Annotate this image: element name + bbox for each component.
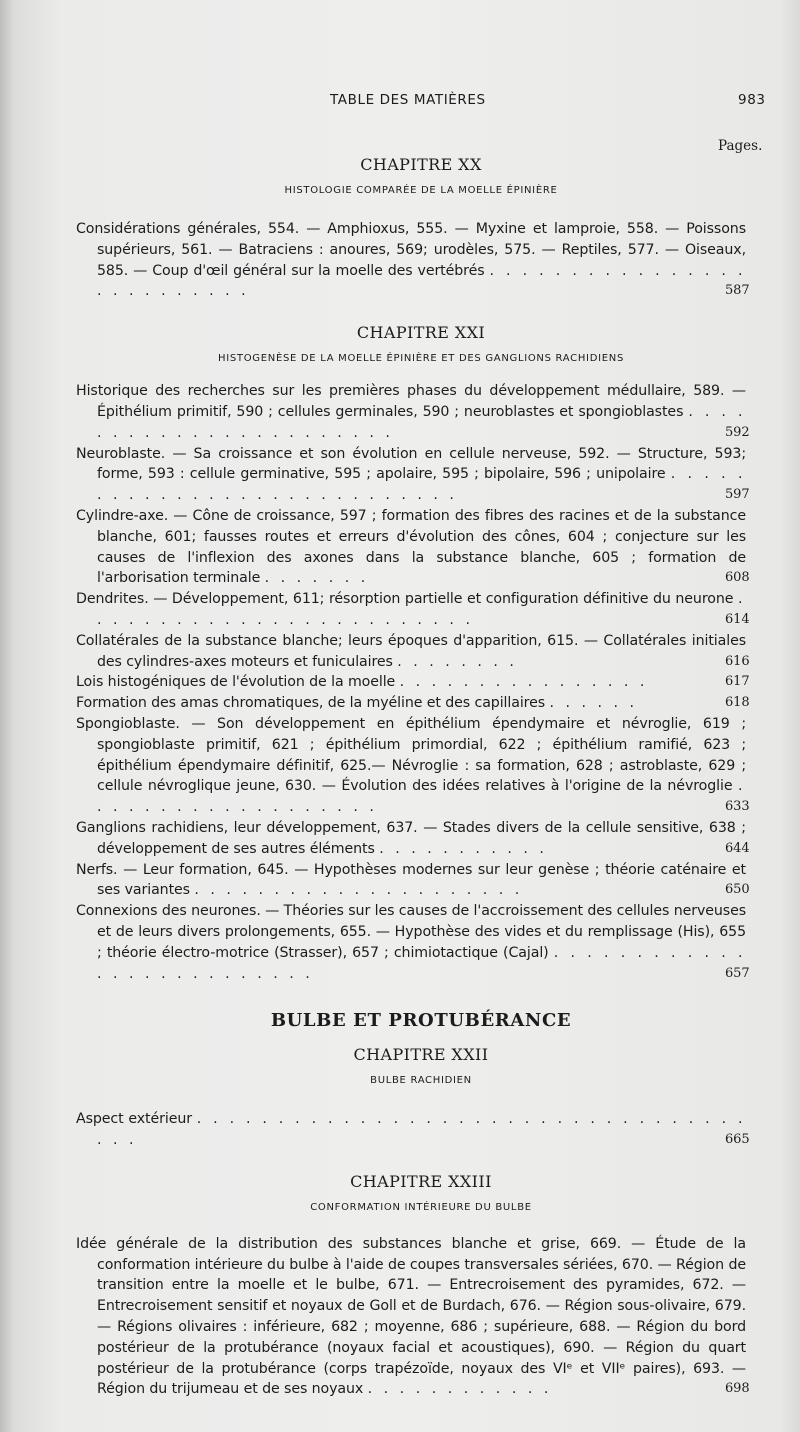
chapter-heading: CHAPITRE XX [360,155,482,174]
entry-page-number: 665 [725,1132,750,1148]
entry-page-number: 597 [725,487,750,503]
entry-page-number: 592 [725,424,750,440]
toc-entry [76,381,750,443]
entry-text: Considérations générales, 554. — Amphioxus, 555. — Myxine et lamproie, 558. — Poissons supérieurs, 561. — Batraciens : anoures, 569; urodèles, 575. — Reptiles, 577. — Oiseaux, 585. — Coup d'œil général sur la moelle des vertébrés [76,221,746,279]
toc-entry [76,860,750,902]
toc-entry [76,672,750,693]
chapter-20 [76,154,766,199]
chapter-heading: CHAPITRE XXI [356,323,486,343]
leader-dots: . . . . . . . [264,570,369,587]
leader-dots: . . . . . . . . . . . . . . . . . . . . . . . . . [97,591,746,628]
leader-dots: . . . . . . . . . . . . [367,1381,552,1398]
toc-entry [76,506,750,589]
chapter-heading: CHAPITRE XXIII [350,1171,492,1191]
entry-page-number: 617 [725,674,750,690]
toc-entry [76,818,750,860]
entry-text: Aspect extérieur [76,1111,192,1128]
chapter-heading: CHAPITRE XXII [353,1045,489,1065]
entry-text: Dendrites. — Développement, 611; résorption partielle et configuration définitive du neurone [76,591,734,608]
entry-text: Neuroblaste. — Sa croissance et son évolution en cellule nerveuse, 592. — Structure, 593; forme, 593 : cellule germinative, 595 ; apolaire, 595 ; bipolaire, 596 ; unipolaire [76,445,746,483]
entry-page-number: 633 [725,799,750,815]
toc-entry [76,589,750,631]
entry-page-number: 657 [725,965,750,981]
entry-page-number: 614 [725,611,750,627]
chapter-subtitle: CONFORMATION INTÉRIEURE DU BULBE [310,1201,532,1213]
chapter-subtitle: BULBE RACHIDIEN [370,1075,472,1087]
leader-dots: . . . . . . . . . . . . . . . . . . . [97,778,746,816]
chapter-21 [76,322,766,367]
leader-dots: . . . . . . . . . . . . . . . . . . . . . . . . . . . . [97,466,746,504]
toc-entry [76,1109,750,1151]
page-number: 983 [738,92,766,108]
pages-column-label: Pages. [718,138,763,154]
entry-page-number: 608 [725,570,750,586]
leader-dots: . . . . . . . . . . . . . . . . [399,674,648,691]
leader-dots: . . . . . . [549,695,638,712]
entry-text: Nerfs. — Leur formation, 645. — Hypothèses modernes sur leur genèse ; théorie caténaire et ses variantes [76,861,746,899]
chapter-23 [76,1171,766,1216]
entry-text: Formation des amas chromatiques, de la myéline et des capillaires [76,695,546,712]
entry-page-number: 587 [725,283,750,299]
entry-text: Collatérales de la substance blanche; leurs époques d'apparition, 615. — Collatérales initiales des cylindres-axes moteurs et funiculaires [76,632,746,670]
entry-text: Idée générale de la distribution des substances blanche et grise, 669. — Étude de la conformation intérieure du bulbe à l'aide de coupes transversales sériées, 670. — Région de transition entre la moelle et le bulbe, 671. — Entrecroisement des pyramides, 672. — Entrecroisement sensitif et noyaux de Goll et de Burdach, 676. — Région sous-olivaire, 679. — Régions olivaires : inférieure, 682 ; moyenne, 686 ; supérieure, 688. — Région du bord postérieur de la protubérance (noyaux facial et acoustiques), 690. — Région du quart postérieur de la protubérance (corps trapézoïde, noyaux des VIᵉ et VIIᵉ paires), 693. — Région du trijumeau et de ses noyaux [76,1235,746,1398]
part-title: BULBE ET PROTUBÉRANCE [270,1010,572,1032]
toc-entry [76,631,750,673]
leader-dots: . . . . . . . . . . . . . . . . . . . . . . . [97,403,746,441]
entry-page-number: 650 [725,882,750,898]
running-header [0,92,800,114]
entry-page-number: 618 [725,695,750,711]
leader-dots: . . . . . . . . . . . . . . . . . . . . . . . . . . . . . . . . . . . . . [97,1111,746,1149]
leader-dots: . . . . . . . . . . . . . . . . . . . . . [194,882,523,899]
entry-page-number: 616 [725,653,750,669]
toc-entry [76,1234,750,1400]
chapter-subtitle: HISTOLOGIE COMPARÉE DE LA MOELLE ÉPINIÈRE [284,185,558,196]
table-of-contents [76,148,766,1400]
leader-dots: . . . . . . . . . . . [379,840,548,857]
entry-text: Historique des recherches sur les premières phases du développement médullaire, 589. — Épithélium primitif, 590 ; cellules germinales, 590 ; neuroblastes et spongioblastes [76,383,746,420]
chapter-subtitle: HISTOGENÈSE DE LA MOELLE ÉPINIÈRE ET DES GANGLIONS RACHIDIENS [218,353,624,365]
entry-text: Lois histogéniques de l'évolution de la moelle [76,674,396,691]
entry-text: Ganglions rachidiens, leur développement, 637. — Stades divers de la cellule sensitive, 638 ; développement de ses autres éléments [76,819,746,857]
entry-page-number: 644 [725,840,750,856]
toc-entry [76,693,750,714]
toc-entry [76,901,750,984]
entry-text: Connexions des neurones. — Théories sur les causes de l'accroissement des cellules nerveuses et de leurs divers prolongements, 655. — Hypothèse des vides et du remplissage (His), 655 ; théorie électro-motrice (Strasser), 657 ; chimiotactique (Cajal) [76,903,746,961]
entry-text: Cylindre-axe. — Cône de croissance, 597 ; formation des fibres des racines et de la substance blanche, 601; fausses routes et erreurs d'évolution des cônes, 604 ; conjecture sur les causes de l'inflexion des axones dans la substance blanche, 605 ; formation de l'arborisation terminale [76,507,746,587]
leader-dots: . . . . . . . . . . . . . . . . . . . . . . . . . . [97,262,746,300]
toc-entry [76,219,750,302]
leader-dots: . . . . . . . . [397,653,518,670]
entry-text: Spongioblaste. — Son développement en épithélium épendymaire et névroglie, 619 ; spongioblaste primitif, 621 ; épithélium primordial, 622 ; épithélium ramifié, 623 ; épithélium épendymaire définitif, 625.— Névroglie : sa formation, 628 ; astroblaste, 629 ; cellule névroglique jeune, 630. — Évolution des idées relatives à l'origine de la névroglie [76,715,746,795]
toc-entry [76,714,750,818]
toc-entry [76,444,750,506]
chapter-22 [76,1044,766,1089]
entry-page-number: 698 [725,1381,750,1397]
running-title: TABLE DES MATIÈRES [330,92,486,108]
leader-dots: . . . . . . . . . . . . . . . . . . . . . . . . . . [97,944,746,982]
